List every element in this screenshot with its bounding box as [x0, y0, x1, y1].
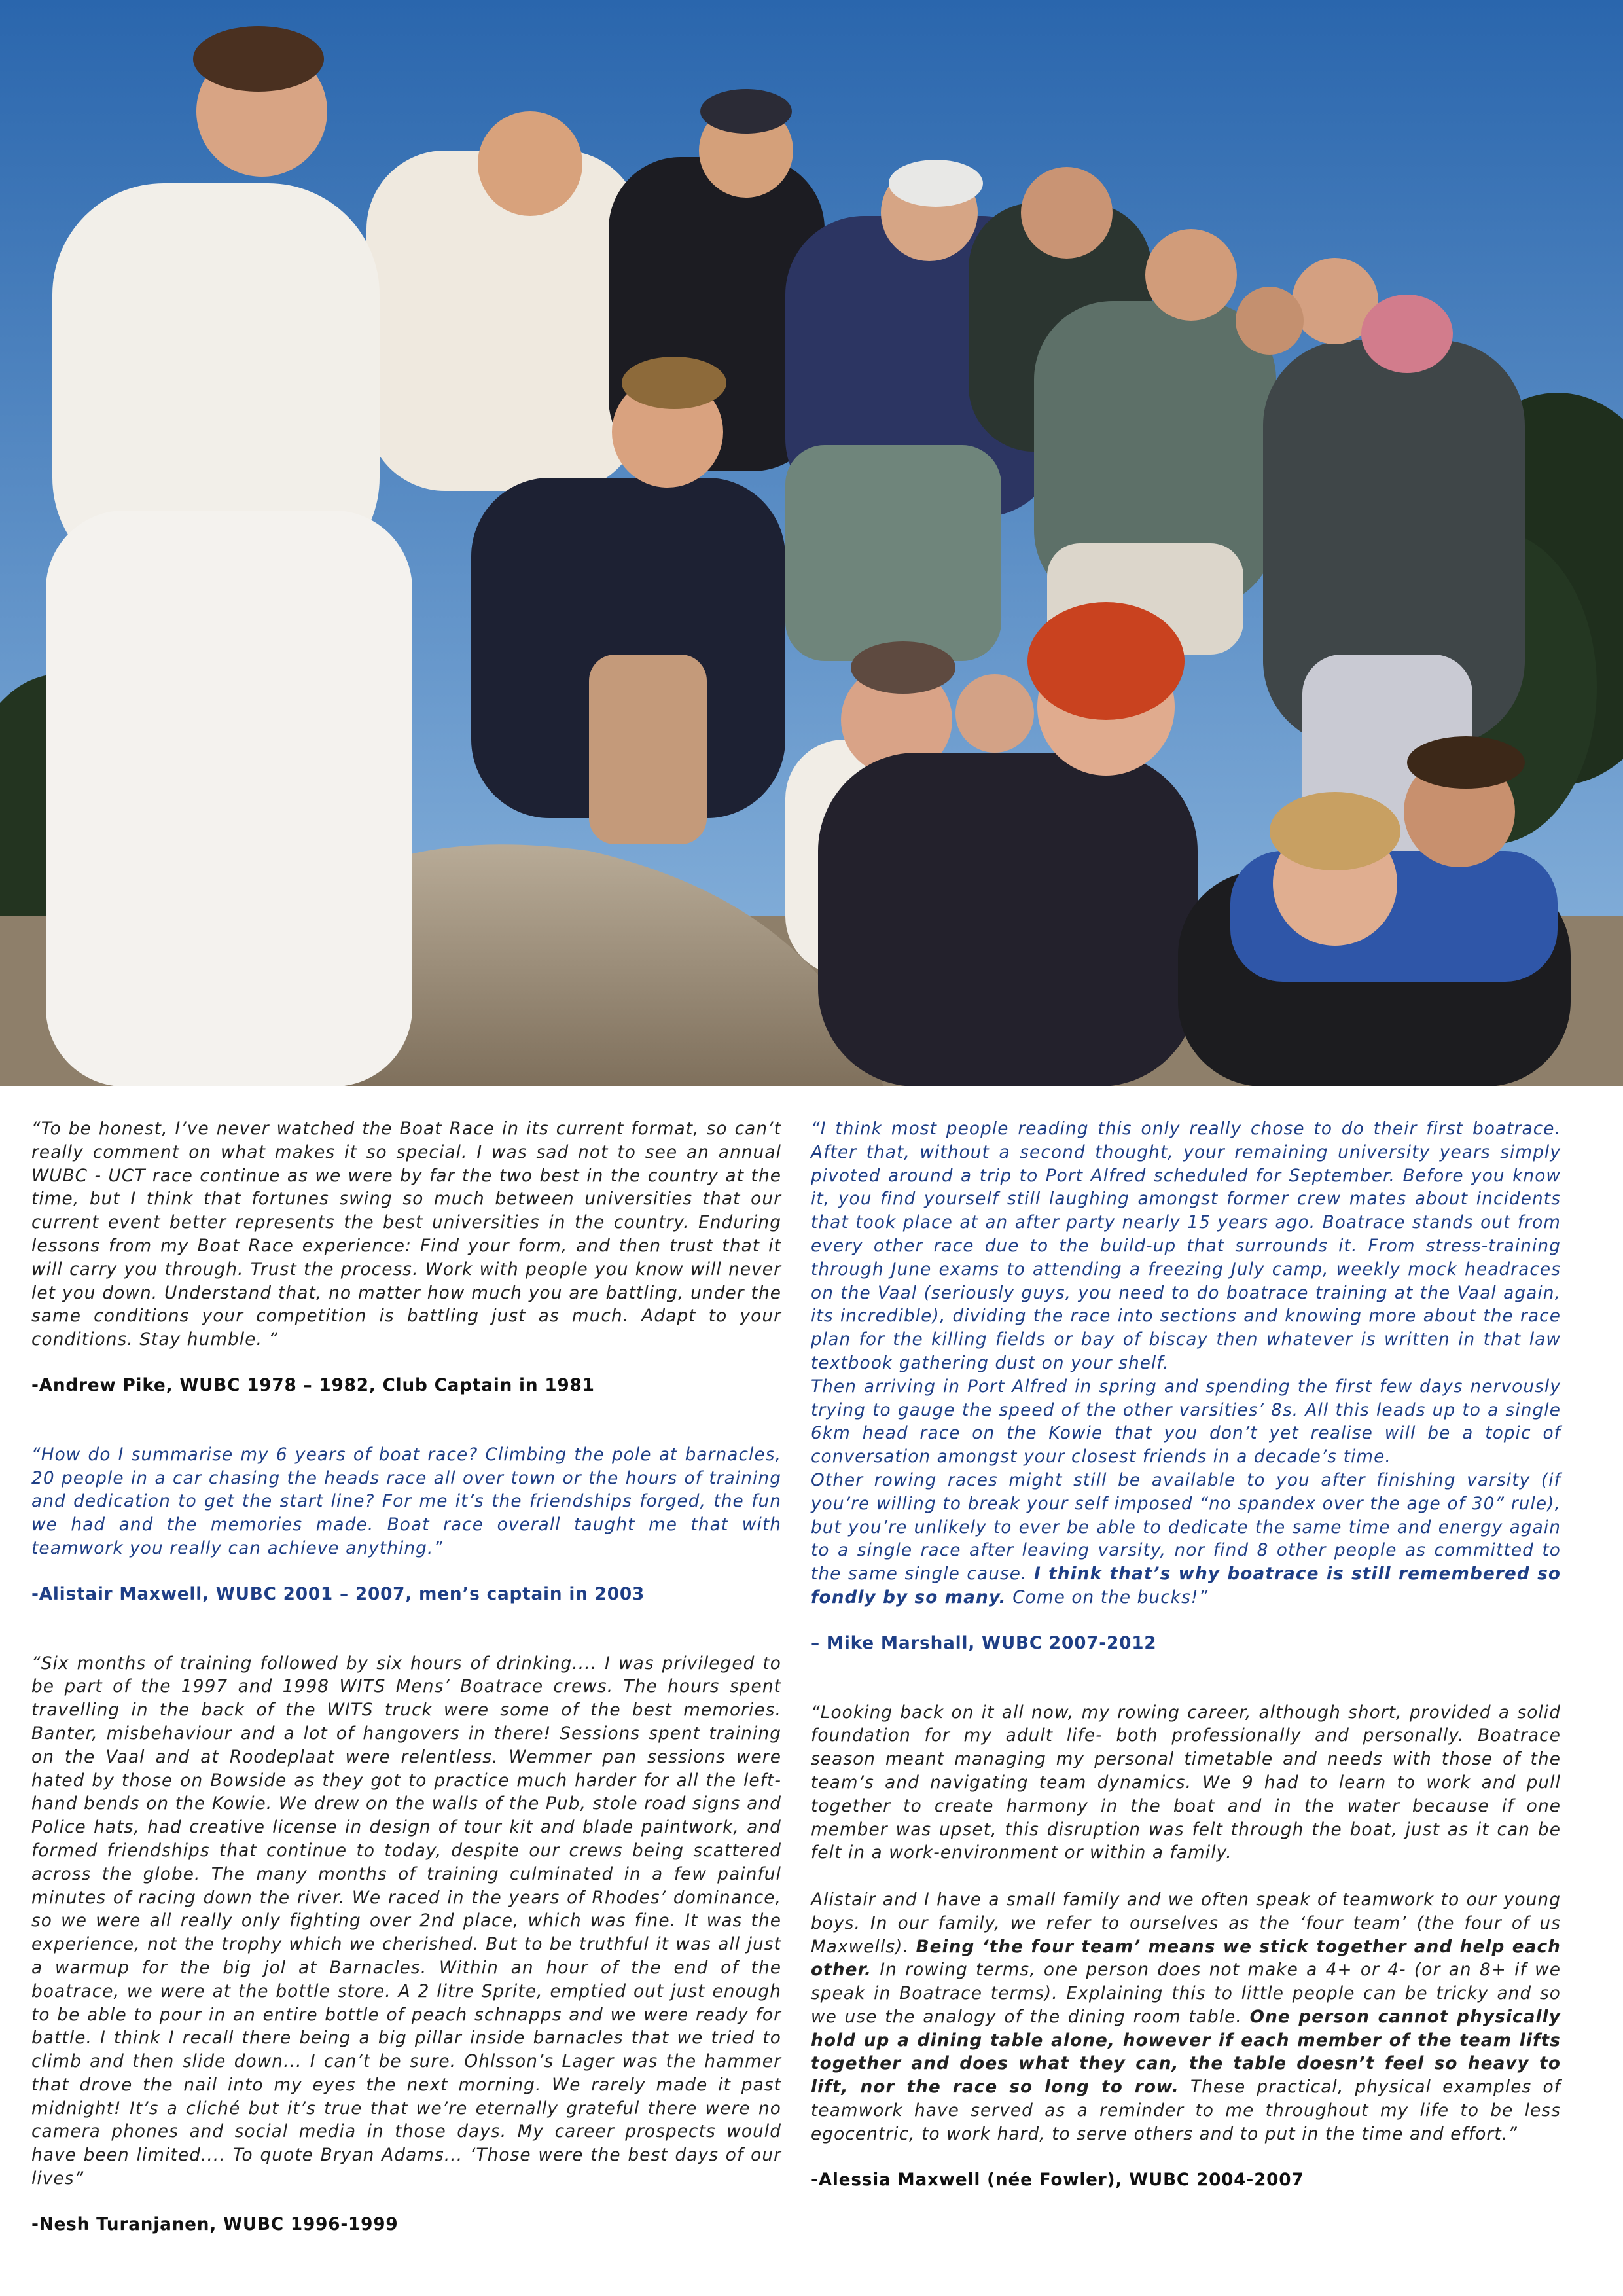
quote-alessia-maxwell-p2 — [811, 1889, 1561, 2147]
quote-mike-marshall-p3 — [811, 1469, 1561, 1610]
quote-emphasis: One person cannot physically hold up a dining table alone, however if each member of the team lifts together and does what they can, the table doesn’t feel so heavy to lift, nor the race so long to row. — [811, 2007, 1561, 2098]
group-photo — [0, 0, 1623, 1086]
right-column — [811, 1118, 1561, 2192]
quote-mike-marshall-p2: Then arriving in Port Alfred in spring and spending the first few days nervously trying to gauge the speed of the other varsities’ 8s. All this leads up to a single 6km head race on the Kowie that you don’t yet realise will be a topic of conversation amongst your closest friends in a decade’s time. — [811, 1376, 1561, 1467]
left-column — [31, 1118, 781, 2237]
attribution-alessia-maxwell: -Alessia Maxwell (née Fowler), WUBC 2004-2007 — [811, 2170, 1304, 2190]
quote-text: These practical, physical examples of teamwork have served as a reminder to me throughout my life to be less egocentric, to work hard, to serve others and to put in the time and effort.” — [811, 2077, 1561, 2144]
quote-mike-marshall-p1: “I think most people reading this only really chose to do their first boatrace. After that, without a second thought, your remaining university years simply pivoted around a trip to Port Alfred scheduled for September. Before you know it, you find yourself still laughing amongst former crew mates about incidents that took place at an after party nearly 15 years ago. Boatrace stands out from every other race due to the build-up that surrounds it. From stress-training through June exams to attending a freezing July camp, weekly mock headraces on the Vaal (seriously guys, you need to do boatrace training at the Vaal again, its incredible), dividing the race into sections and knowing more about the race plan for the killing fields or bay of biscay then whatever is written in that law textbook gathering dust on your shelf. — [811, 1119, 1561, 1373]
group-photo-icon — [0, 0, 1623, 1086]
quote-emphasis: I think that’s why boatrace is still remembered so fondly by so many. — [811, 1564, 1561, 1607]
attribution-mike-marshall: – Mike Marshall, WUBC 2007-2012 — [811, 1633, 1157, 1653]
quote-alistair-maxwell: “How do I summarise my 6 years of boat race? Climbing the pole at barnacles, 20 people in a car chasing the heads race all over town or the hours of training and dedication to get the start line? For me it’s the friendships forged, the fun we had and the memories made. Boat race overall taught me that with teamwork you really can achieve anything.” — [31, 1444, 781, 1558]
attribution-alistair-maxwell: -Alistair Maxwell, WUBC 2001 – 2007, men’s captain in 2003 — [31, 1584, 645, 1604]
quote-andrew-pike: “To be honest, I’ve never watched the Boat Race in its current format, so can’t really comment on what makes it so special. I was sad not to see an annual WUBC - UCT race continue as we were by far the two best in the country at the time, but I think that fortunes swing so much between universities that our current event better represents the best universities in the country. Enduring lessons from my Boat Race experience: Find your form, and then trust that it will carry you through. Trust the process. Work with people you know will never let you down. Understand that, no matter how much you are battling, under the same conditions your competition is battling just as much. Adapt to your conditions. Stay humble. “ — [31, 1119, 781, 1350]
attribution-nesh-turanjanen: -Nesh Turanjanen, WUBC 1996-1999 — [31, 2214, 399, 2234]
attribution-andrew-pike: -Andrew Pike, WUBC 1978 – 1982, Club Captain in 1981 — [31, 1375, 595, 1395]
quote-text: Other rowing races might still be available to you after finishing varsity (if you’re willing to break your self imposed “no spandex over the age of 30” rule), but you’re unlikely to ever be able to dedicate the same time and energy again to a single race after leaving varsity, nor find 8 other people as committed to the same single cause. — [811, 1470, 1561, 1585]
quote-text: Come on the bucks!” — [1006, 1587, 1209, 1607]
quote-alessia-maxwell-p1: “Looking back on it all now, my rowing career, although short, provided a solid foundation for my adult life- both professionally and personally. Boatrace season meant managing my personal timetable and needs with those of the team’s and navigating team dynamics. We 9 had to learn to work and pull together to create harmony in the boat and in the water because if one member was upset, this disruption was felt through the boat, just as it can be felt in a work-environment or within a family. — [811, 1702, 1561, 1863]
quote-text: Alistair and I have a small family and we often speak of teamwork to our young boys. In our family, we refer to ourselves as the ‘four team’ (the four of us Maxwells). — [811, 1890, 1561, 1957]
quote-text: In rowing terms, one person does not make a 4+ or 4- (or an 8+ if we speak in Boatrace terms). Explaining this to little people can be tricky and so we use the analogy of the dining room table. — [811, 1960, 1561, 2027]
quote-nesh-turanjanen: “Six months of training followed by six hours of drinking.... I was privileged to be part of the 1997 and 1998 WITS Mens’ Boatrace crews. The hours spent travelling in the back of the WITS truck were some of the best memories. Banter, misbehaviour and a lot of hangovers in there! Sessions spent training on the Vaal and at Roodeplaat were relentless. Wemmer pan sessions were hated by those on Bowside as they got to practice much harder for all the left-hand bends on the Kowie. We drew on the walls of the Pub, stole road signs and Police hats, had creative license in design of tour kit and blade paintwork, and formed friendships that continue to today, despite our crews being scattered across the globe. The many months of training culminated in a few painful minutes of racing down the river. We raced in the years of Rhodes’ dominance, so we were all really only fighting over 2nd place, which was fine. It was the experience, not the trophy which we cherished. But to be truthful it was all just a warmup for the big jol at Barnacles. Within an hour of the end of the boatrace, we were at the bottle store. A 2 litre Sprite, emptied out just enough to be able to pour in an entire bottle of peach schnapps and we were ready for battle. I think I recall there being a big pillar inside barnacles that we tried to climb and then slide down... I can’t be sure. Ohlsson’s Lager was the hammer that drove the nail into my eyes the next morning. We rarely made it past midnight! It’s a cliché but it’s true that we’re eternally grateful there were no camera phones and social media in those days. My career prospects would have been limited.... To quote Bryan Adams... ‘Those were the best days of our lives” — [31, 1653, 781, 2189]
quote-emphasis: Being ‘the four team’ means we stick together and help each other. — [811, 1937, 1561, 1981]
